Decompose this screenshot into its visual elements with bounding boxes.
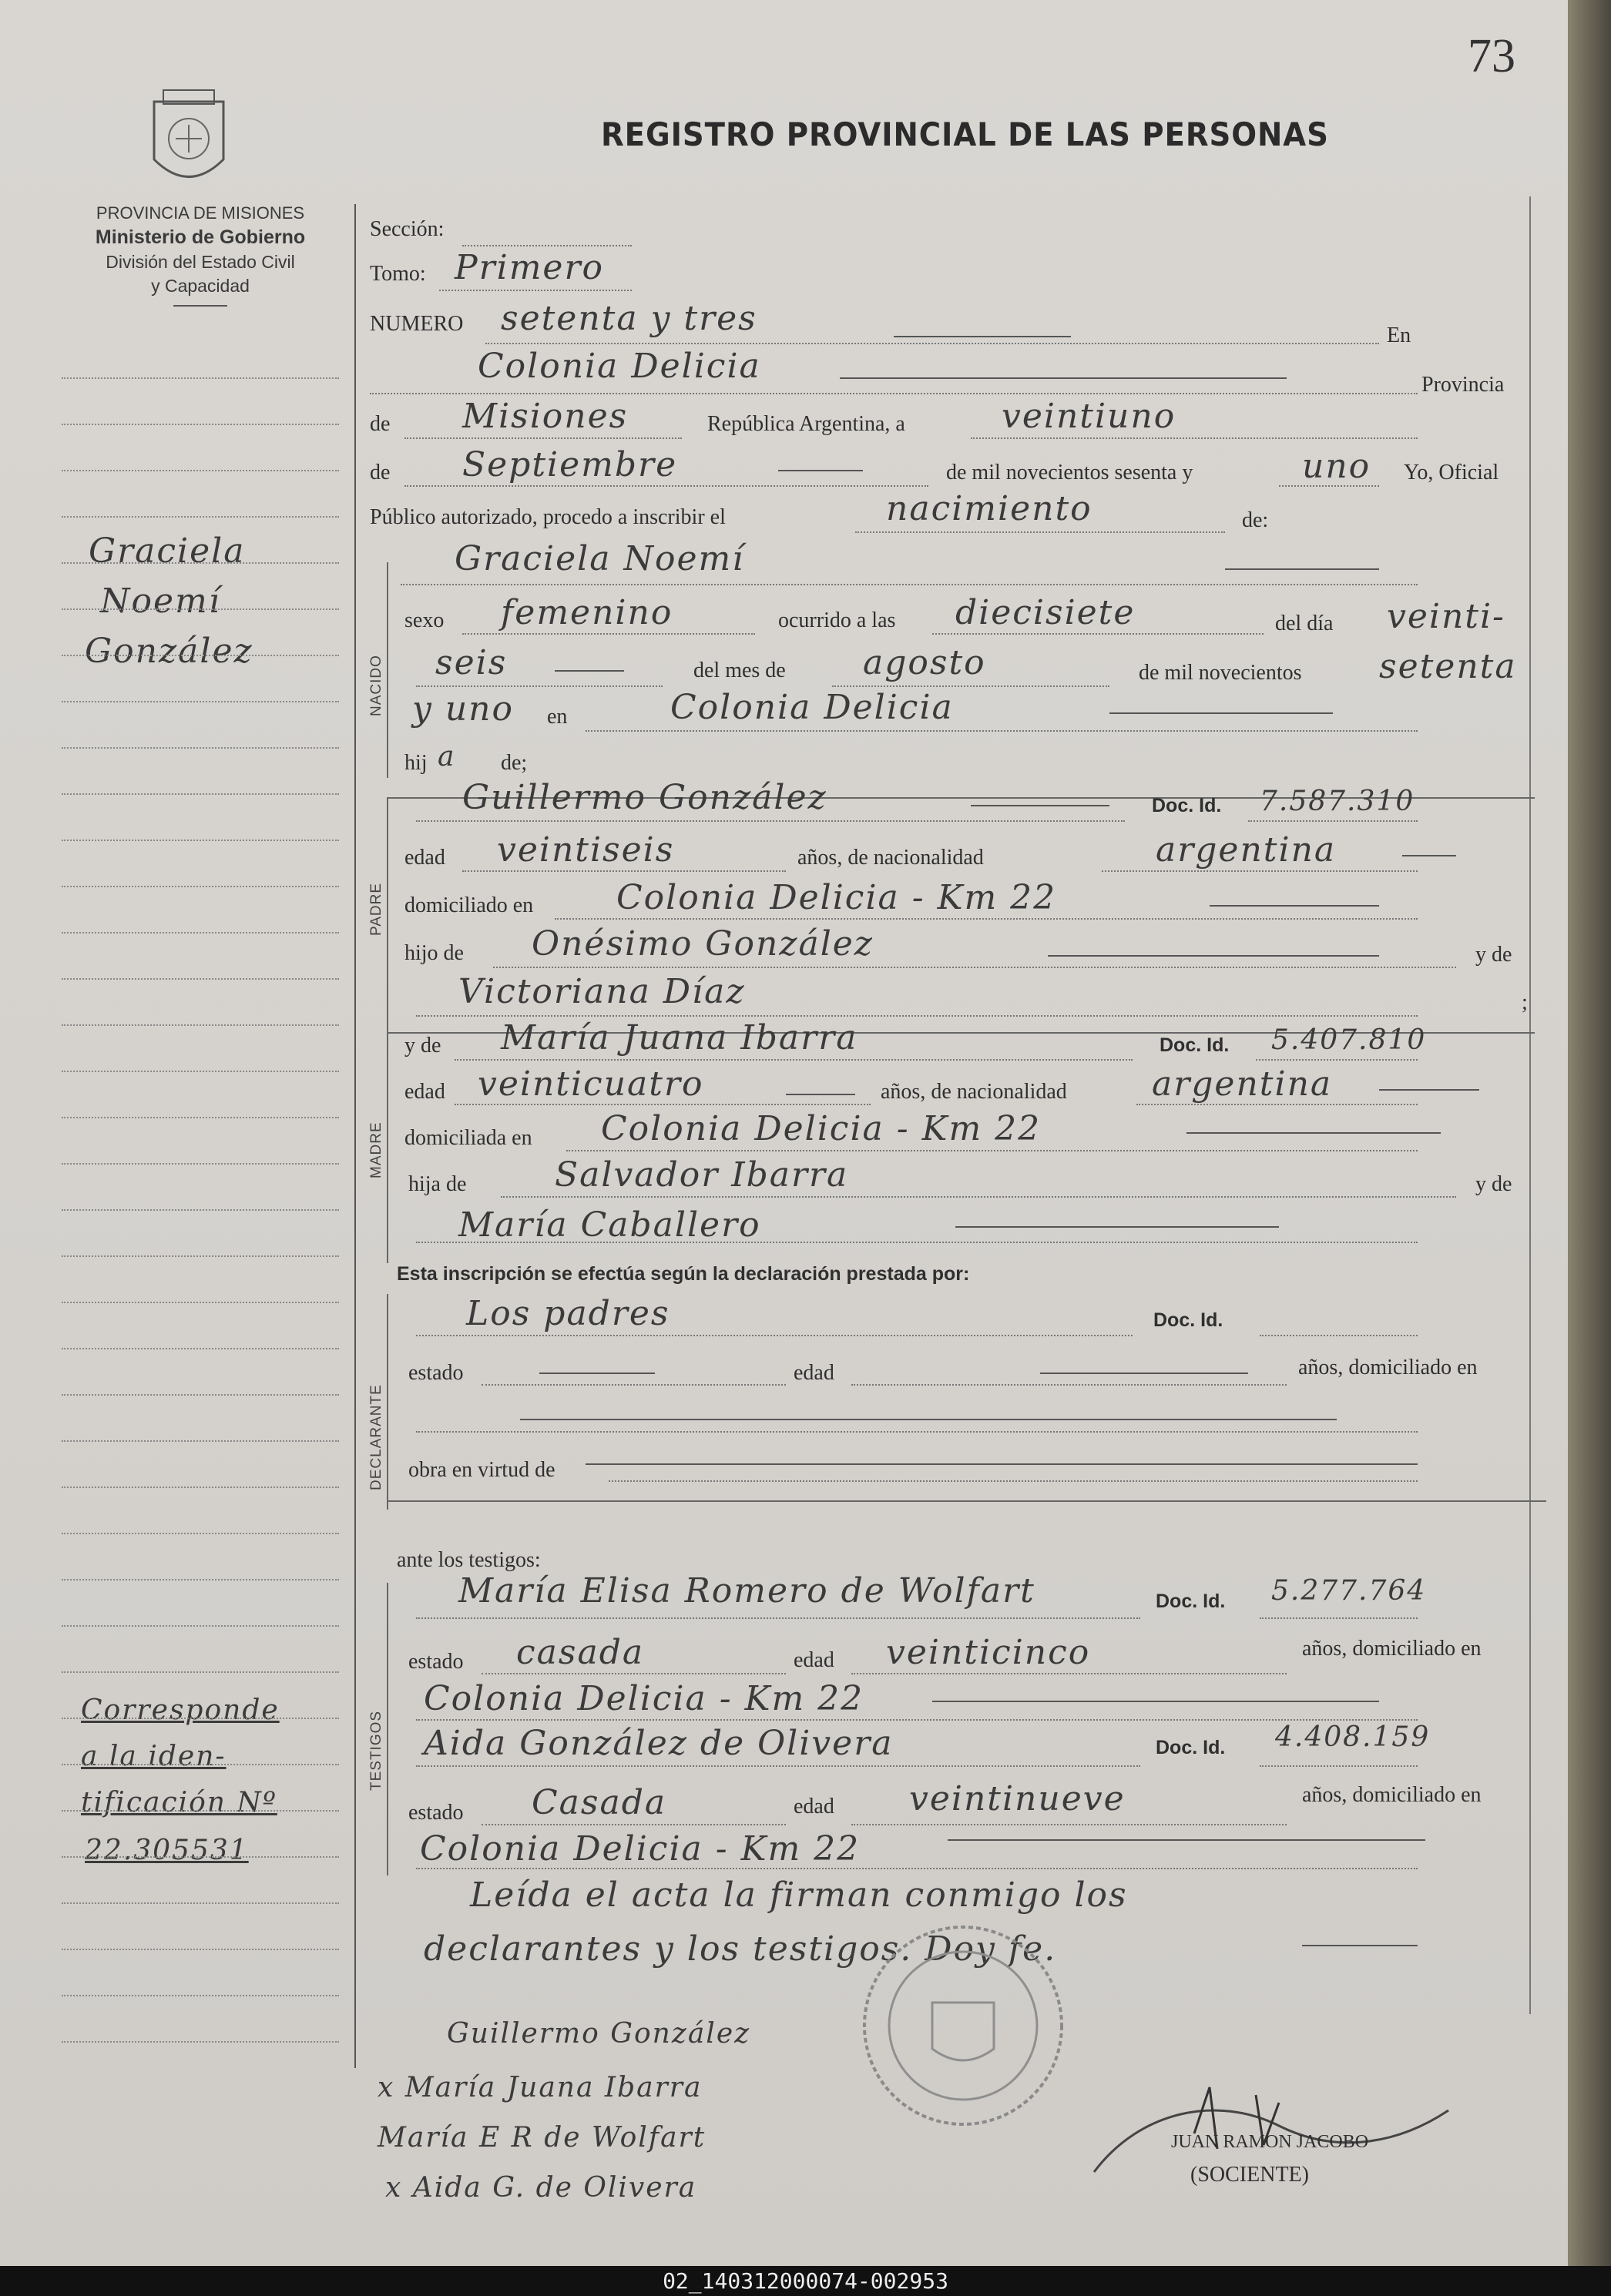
testigo1-doc-value: 5.277.764 — [1271, 1575, 1427, 1607]
testigo1-estado-line — [482, 1673, 786, 1674]
padre-line — [416, 820, 1125, 822]
sexo-value: femenino — [501, 593, 673, 632]
margin-note-3: tificación Nº — [81, 1787, 277, 1818]
testigo2-estado-line — [482, 1824, 786, 1825]
label-inscripcion: Esta inscripción se efectúa según la declaración prestada por: — [397, 1263, 970, 1285]
declarante-doc-line — [1260, 1335, 1418, 1336]
margin-rule — [62, 1902, 339, 1904]
padre-padre-line — [493, 967, 1456, 968]
label-de-1: de — [370, 412, 391, 436]
sexo-line — [462, 633, 755, 635]
issuing-office — [46, 202, 354, 307]
margin-name-2: Noemí — [100, 582, 221, 621]
declarante-estado-line — [482, 1384, 786, 1386]
mes-nac-value: agosto — [863, 643, 986, 682]
label-y-de-2: y de — [404, 1034, 441, 1058]
margin-rule — [62, 1810, 339, 1812]
dash — [786, 1094, 855, 1095]
nombre-line — [401, 584, 1418, 585]
margin-note-4: 22.305531 — [85, 1835, 249, 1866]
tomo-value: Primero — [455, 248, 604, 287]
label-hija-de: hija de — [408, 1172, 467, 1196]
page-number: 73 — [1468, 30, 1515, 82]
margin-name-3: González — [85, 632, 253, 671]
margin-rule — [62, 1995, 339, 1996]
provincial-seal-icon — [146, 86, 231, 194]
label-domiciliado-1: domiciliado en — [404, 893, 534, 917]
office-line-2: Ministerio de Gobierno — [95, 226, 306, 248]
anio-line — [1279, 485, 1379, 487]
label-en: En — [1387, 323, 1411, 347]
testigo1-dom-line — [416, 1719, 1418, 1721]
dash — [586, 1463, 1418, 1465]
dash — [1402, 855, 1456, 856]
declarante-bracket — [387, 1294, 399, 1510]
margin-rule — [62, 1255, 339, 1257]
label-publico: Público autorizado, procedo a inscribir el — [370, 505, 726, 529]
margin-rule — [62, 1394, 339, 1396]
madre-edad-line — [455, 1104, 871, 1105]
margin-rule — [62, 1764, 339, 1765]
dash — [894, 336, 1071, 337]
label-doc-id-2: Doc. Id. — [1160, 1034, 1230, 1056]
label-edad-2: edad — [404, 1080, 445, 1104]
side-nacido: NACIDO — [368, 655, 384, 716]
label-edad-4: edad — [794, 1648, 834, 1672]
dash — [539, 1373, 655, 1374]
hora-value: diecisiete — [955, 593, 1136, 632]
dash — [555, 670, 624, 672]
firma-madre: x María Juana Ibarra — [378, 2072, 703, 2103]
label-de-3: de: — [1242, 508, 1269, 532]
declarante-dom-line — [416, 1431, 1418, 1433]
label-provincia: Provincia — [1421, 373, 1505, 397]
testigo2-line — [416, 1765, 1140, 1767]
lugar-nac-value: Colonia Delicia — [670, 688, 954, 727]
madre-madre-value: María Caballero — [458, 1205, 761, 1245]
label-republica: República Argentina, a — [707, 412, 905, 436]
padre-nac-line — [1102, 870, 1418, 872]
padre-doc-line — [1248, 820, 1418, 822]
dash — [1225, 568, 1379, 570]
margin-rule — [62, 562, 339, 564]
section-divider-3 — [387, 1500, 1546, 1502]
dash — [955, 1226, 1279, 1228]
cierre-line-1: Leída el acta la firman conmigo los — [470, 1875, 1128, 1915]
label-estado-1: estado — [408, 1361, 464, 1385]
side-declarante: DECLARANTE — [368, 1384, 384, 1490]
label-anos-nac-1: años, de nacionalidad — [797, 846, 984, 870]
margin-rule — [62, 1718, 339, 1719]
label-domiciliada: domiciliada en — [404, 1126, 532, 1150]
label-doc-id-5: Doc. Id. — [1156, 1737, 1226, 1758]
testigo2-estado-value: Casada — [532, 1783, 667, 1822]
dash — [1302, 1945, 1418, 1946]
padre-dom-line — [555, 918, 1418, 920]
firma-testigo2: x Aida G. de Olivera — [385, 2172, 697, 2204]
office-line-4: y Capacidad — [151, 276, 250, 297]
madre-edad-value: veinticuatro — [478, 1064, 704, 1104]
label-seccion: Sección: — [370, 217, 445, 241]
margin-rule — [62, 2041, 339, 2043]
label-anos-dom-3: años, domiciliado en — [1302, 1783, 1482, 1807]
lugar-value: Colonia Delicia — [478, 347, 761, 386]
margin-rule — [62, 1117, 339, 1118]
margin-rule — [62, 1856, 339, 1858]
margin-note-2: a la iden- — [81, 1741, 227, 1772]
anio-nac-2: y uno — [412, 689, 515, 729]
testigo1-estado-value: casada — [516, 1633, 645, 1672]
nombre-value: Graciela Noemí — [455, 539, 745, 578]
madre-doc-value: 5.407.810 — [1271, 1024, 1427, 1056]
label-ocurrido: ocurrido a las — [778, 608, 896, 632]
margin-rule — [62, 1024, 339, 1026]
madre-nac-value: argentina — [1152, 1064, 1333, 1104]
dash — [948, 1839, 1425, 1841]
acto-line — [855, 531, 1225, 533]
testigo2-dom-line — [416, 1868, 1418, 1869]
label-estado-3: estado — [408, 1801, 464, 1825]
label-tomo: Tomo: — [370, 262, 426, 286]
margin-rule — [62, 1533, 339, 1534]
label-de-2: de — [370, 461, 391, 484]
label-yo: Yo, Oficial — [1404, 461, 1499, 484]
dia-nac-2: seis — [435, 643, 508, 682]
dash — [1048, 955, 1379, 957]
label-del-dia: del día — [1275, 612, 1334, 635]
firma-padre: Guillermo González — [447, 2018, 751, 2050]
document-title: REGISTRO PROVINCIAL DE LAS PERSONAS — [601, 116, 1329, 153]
madre-padre-value: Salvador Ibarra — [555, 1155, 849, 1195]
label-edad-5: edad — [794, 1795, 834, 1818]
label-en-2: en — [547, 705, 568, 729]
image-id-footer: 02_140312000074-002953 — [0, 2266, 1611, 2296]
mes-line — [404, 485, 928, 487]
label-de-4: de; — [501, 751, 528, 775]
madre-padre-line — [501, 1196, 1456, 1198]
dia-line — [971, 437, 1418, 439]
madre-dom-line — [566, 1150, 1418, 1151]
testigo2-dom-value: Colonia Delicia - Km 22 — [420, 1829, 861, 1869]
margin-note-1: Corresponde — [81, 1694, 280, 1726]
office-line-1: PROVINCIA DE MISIONES — [96, 203, 305, 223]
margin-rule — [62, 1348, 339, 1349]
padre-doc-value: 7.587.310 — [1260, 786, 1415, 817]
dash — [1040, 1373, 1248, 1374]
side-madre: MADRE — [368, 1121, 384, 1178]
dash — [1186, 1132, 1441, 1134]
testigo2-edad-value: veintinueve — [909, 1779, 1126, 1818]
oficial-role: (SOCIENTE) — [1190, 2163, 1309, 2187]
right-border — [1529, 196, 1531, 2014]
label-doc-id-3: Doc. Id. — [1153, 1309, 1223, 1331]
margin-rule — [62, 1625, 339, 1627]
provincia-value: Misiones — [462, 397, 629, 436]
hij-suffix: a — [438, 741, 456, 773]
label-anos-dom-1: años, domiciliado en — [1298, 1356, 1478, 1379]
office-rule — [173, 305, 227, 307]
dash — [1210, 905, 1379, 907]
margin-rule — [62, 1071, 339, 1072]
padre-nac-value: argentina — [1156, 830, 1337, 870]
seccion-line — [462, 245, 632, 246]
dia-value: veintiuno — [1002, 397, 1176, 436]
numero-value: setenta y tres — [501, 299, 757, 338]
label-edad-3: edad — [794, 1361, 834, 1385]
padre-padre-value: Onésimo González — [532, 924, 874, 964]
label-del-mes: del mes de — [693, 659, 786, 682]
declarante-value: Los padres — [466, 1294, 670, 1333]
label-anos-nac-2: años, de nacionalidad — [881, 1080, 1067, 1104]
testigo1-value: María Elisa Romero de Wolfart — [458, 1571, 1035, 1611]
label-sexo: sexo — [404, 608, 445, 632]
oficial-name: JUAN RAMON JACOBO — [1171, 2132, 1369, 2152]
padre-bracket — [387, 797, 399, 1036]
margin-rule — [62, 793, 339, 795]
dia-nac-1: veinti- — [1387, 597, 1505, 636]
madre-bracket — [387, 1032, 399, 1263]
margin-rule — [62, 886, 339, 887]
label-edad-1: edad — [404, 846, 445, 870]
dia-nac-line — [416, 685, 663, 687]
margin-name-1: Graciela — [89, 531, 246, 571]
office-line-3: División del Estado Civil — [106, 252, 295, 273]
madre-dom-value: Colonia Delicia - Km 22 — [601, 1109, 1042, 1148]
padre-edad-line — [462, 870, 786, 872]
testigo2-edad-line — [851, 1824, 1287, 1825]
margin-rule — [62, 1302, 339, 1303]
firma-testigo1: María E R de Wolfart — [378, 2122, 706, 2154]
margin-rule — [62, 1579, 339, 1580]
testigo2-doc-value: 4.408.159 — [1275, 1721, 1431, 1753]
margin-column-divider — [354, 204, 356, 2068]
testigo1-doc-line — [1260, 1617, 1418, 1619]
madre-nac-line — [1136, 1104, 1418, 1105]
margin-rule — [62, 1209, 339, 1211]
label-mil: de mil novecientos sesenta y — [946, 461, 1193, 484]
padre-value: Guillermo González — [462, 778, 827, 817]
official-stamp-icon — [855, 1918, 1071, 2133]
label-ante: ante los testigos: — [397, 1548, 541, 1572]
madre-line — [455, 1059, 1133, 1061]
side-testigos: TESTIGOS — [368, 1710, 384, 1791]
mes-value: Septiembre — [462, 445, 678, 484]
margin-rule — [62, 932, 339, 933]
margin-rule — [62, 840, 339, 841]
label-anos-dom-2: años, domiciliado en — [1302, 1637, 1482, 1661]
margin-rule — [62, 1163, 339, 1165]
numero-line — [485, 343, 1379, 344]
label-mil-2: de mil novecientos — [1139, 661, 1302, 685]
testigo2-doc-line — [1260, 1765, 1418, 1767]
mes-nac-line — [832, 685, 1109, 687]
testigo1-edad-value: veinticinco — [886, 1633, 1091, 1672]
testigo1-line — [416, 1617, 1140, 1619]
testigo1-edad-line — [851, 1673, 1287, 1674]
madre-value: María Juana Ibarra — [501, 1018, 858, 1058]
anio-value: uno — [1302, 447, 1371, 486]
anio-nac-1: setenta — [1379, 647, 1517, 686]
margin-rule — [62, 516, 339, 518]
nacido-bracket — [387, 562, 399, 778]
dash — [840, 377, 1287, 379]
padre-edad-value: veintiseis — [497, 830, 675, 870]
margin-rule — [62, 424, 339, 425]
acto-value: nacimiento — [886, 489, 1092, 528]
label-hij: hij — [404, 751, 428, 775]
dash — [778, 470, 863, 471]
dash — [520, 1419, 1337, 1420]
madre-madre-line — [416, 1242, 1418, 1243]
margin-rule — [62, 470, 339, 471]
label-doc-id-4: Doc. Id. — [1156, 1590, 1226, 1612]
label-y-de-3: y de — [1475, 1172, 1512, 1196]
testigos-bracket — [387, 1583, 399, 1875]
semicolon: ; — [1522, 990, 1528, 1014]
label-doc-id-1: Doc. Id. — [1152, 795, 1222, 816]
dash — [971, 805, 1109, 806]
tomo-line — [439, 290, 632, 291]
dash — [932, 1701, 1379, 1702]
padre-dom-value: Colonia Delicia - Km 22 — [616, 878, 1057, 917]
margin-rule — [62, 655, 339, 656]
hora-line — [932, 633, 1264, 635]
label-obra: obra en virtud de — [408, 1458, 555, 1482]
label-estado-2: estado — [408, 1650, 464, 1674]
margin-rule — [62, 978, 339, 980]
padre-madre-value: Victoriana Díaz — [458, 972, 746, 1011]
label-hijo-de: hijo de — [404, 941, 464, 965]
margin-rule — [62, 1671, 339, 1673]
lugar-nac-line — [586, 730, 1418, 732]
binding-edge — [1568, 0, 1611, 2266]
margin-rule — [62, 701, 339, 702]
madre-doc-line — [1256, 1059, 1418, 1061]
margin-rule — [62, 747, 339, 749]
label-numero: NUMERO — [370, 312, 464, 336]
margin-rule — [62, 1949, 339, 1950]
margin-rule — [62, 1440, 339, 1442]
provincia-line — [404, 437, 682, 439]
testigo2-value: Aida González de Olivera — [424, 1724, 894, 1763]
label-y-de-1: y de — [1475, 943, 1512, 967]
margin-rule — [62, 1487, 339, 1488]
cierre-line-2: declarantes y los testigos. Doy fe. — [424, 1929, 1057, 1969]
declarante-edad-line — [851, 1384, 1287, 1386]
testigo1-dom-value: Colonia Delicia - Km 22 — [424, 1679, 864, 1718]
padre-madre-line — [416, 1015, 1418, 1017]
margin-rule — [62, 608, 339, 610]
dash — [1379, 1089, 1479, 1091]
lugar-line — [370, 393, 1418, 394]
declarante-line — [416, 1335, 1133, 1336]
margin-rule — [62, 377, 339, 379]
obra-line — [609, 1480, 1418, 1482]
dash — [1109, 712, 1333, 714]
side-padre: PADRE — [368, 882, 384, 936]
